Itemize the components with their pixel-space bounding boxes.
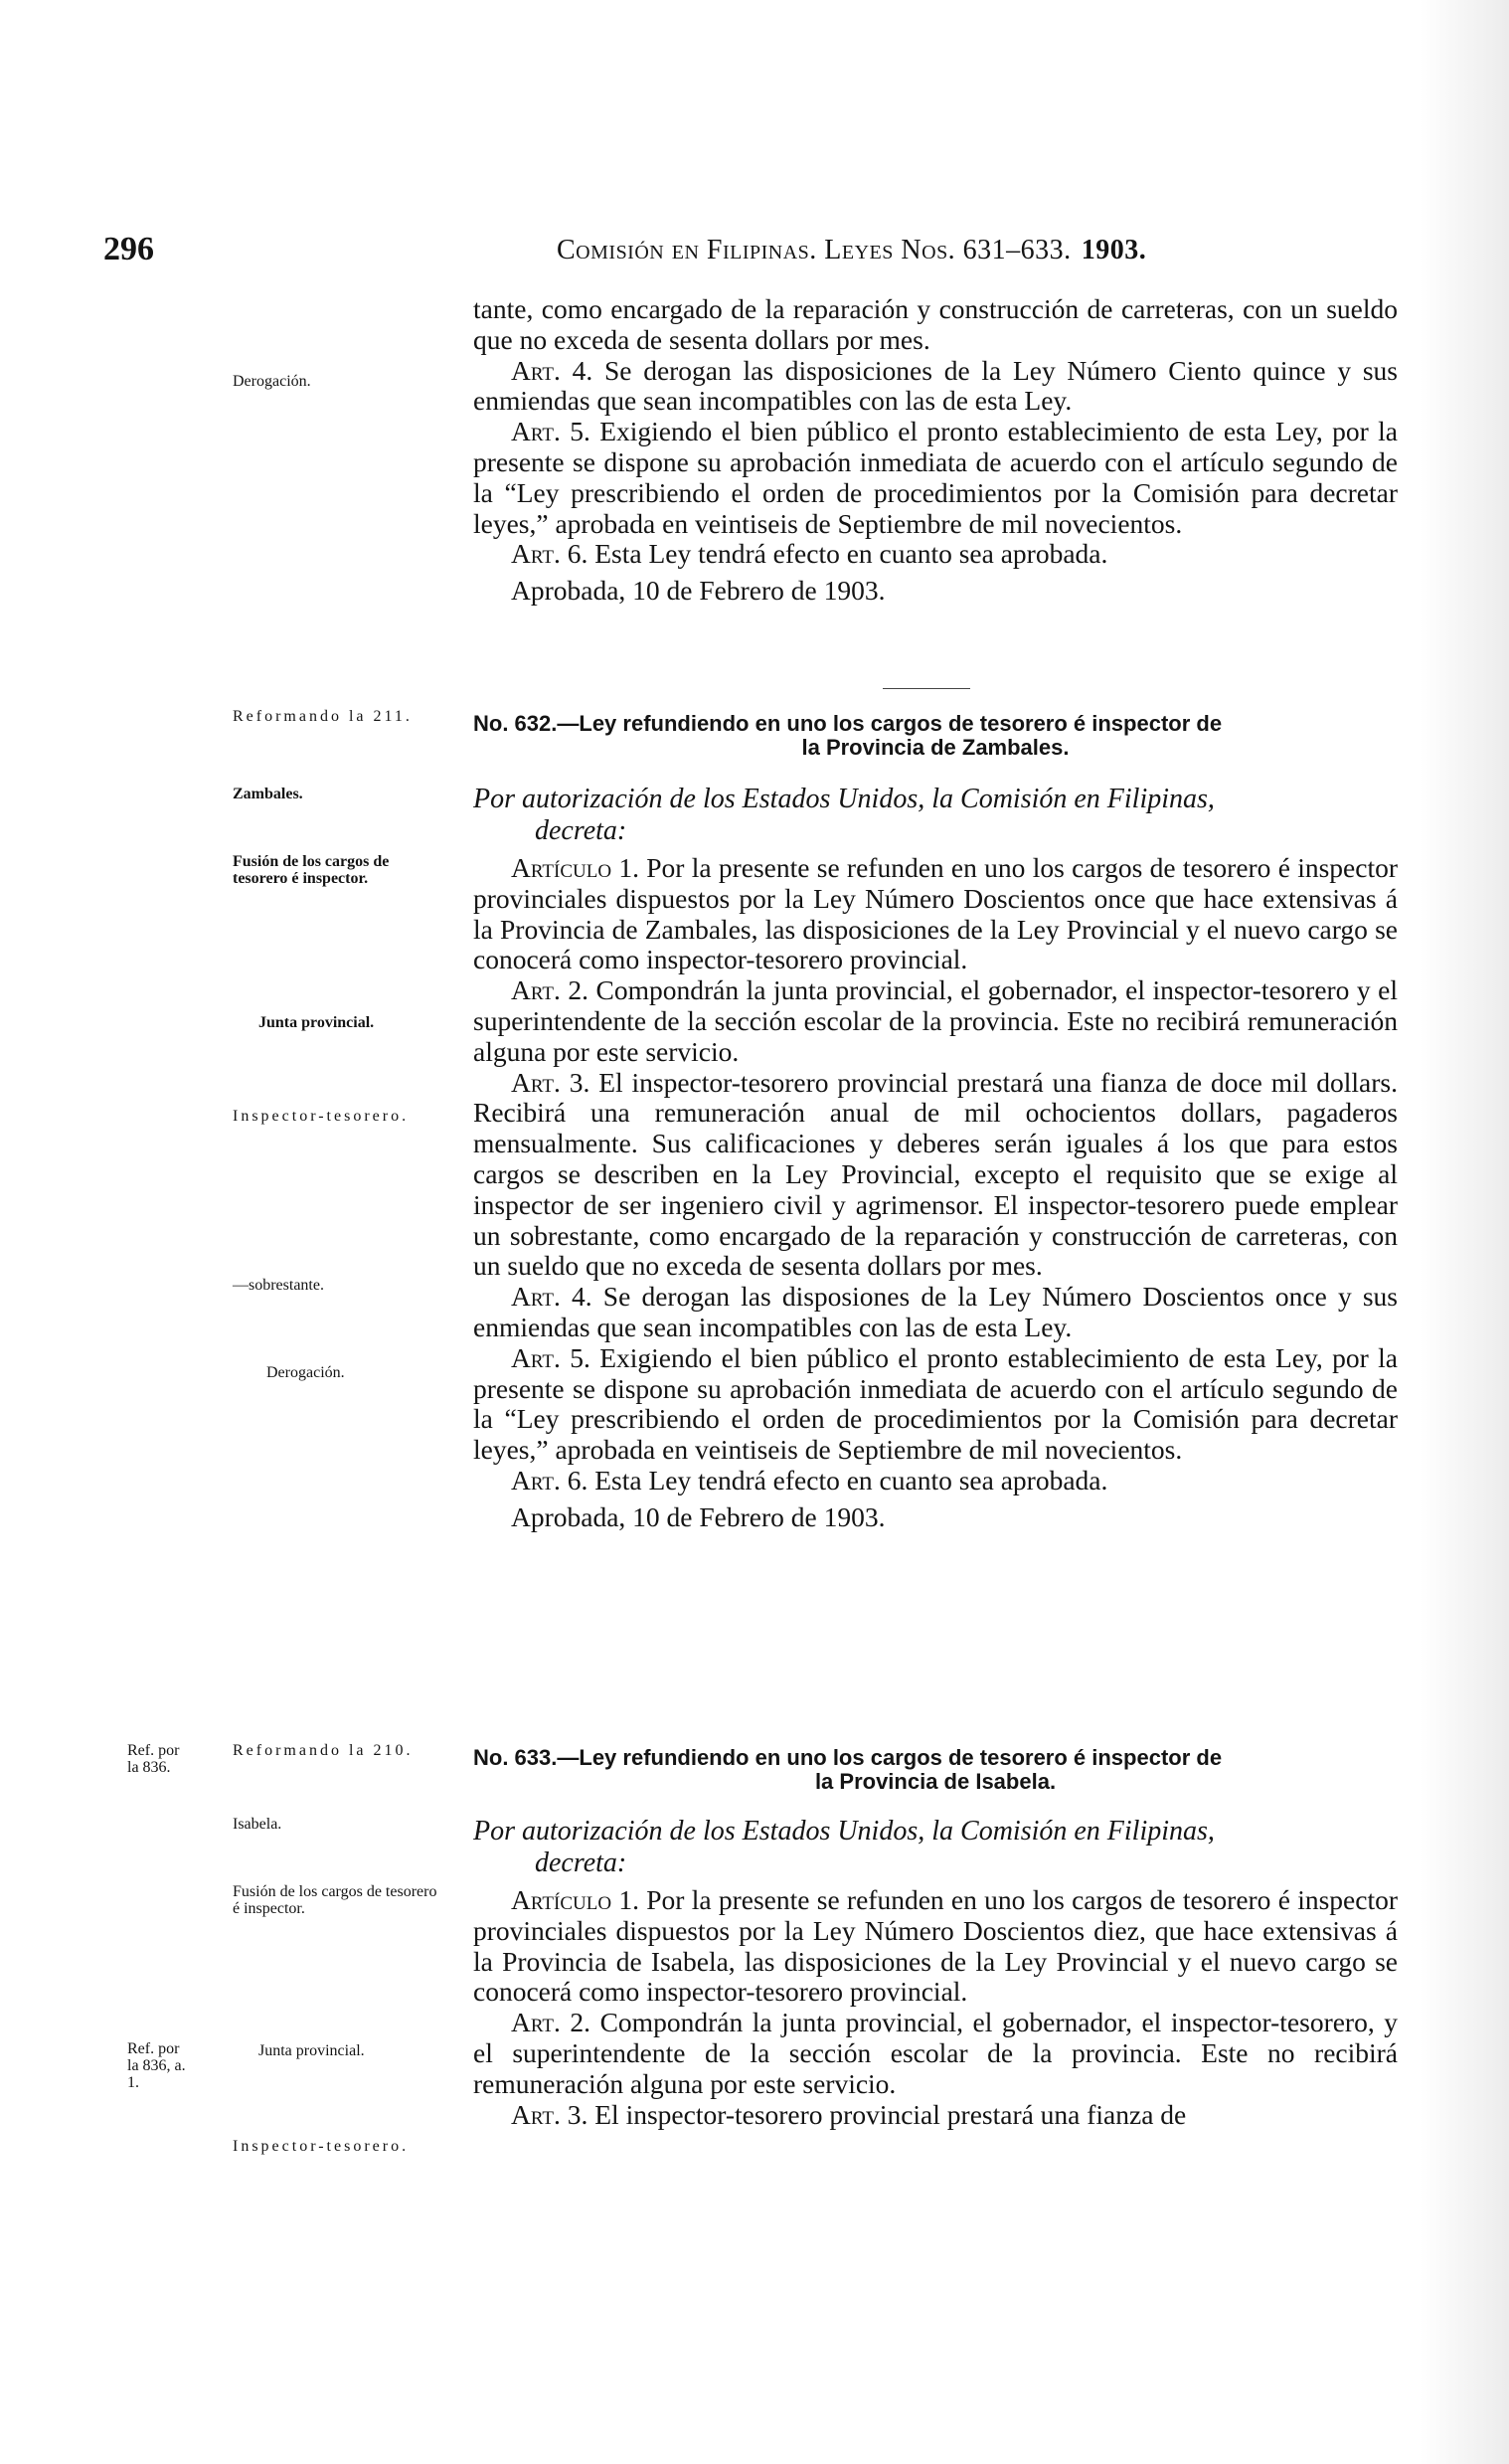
top-art5 [473,417,1398,539]
article-text: Por la presente se refunden en uno los cargos de tesorero é inspector provinciales dispuestos por la Ley Número Doscientos once que hace extensivas á la Provincia de Zambales, las disposiciones de la Ley Provincial y el nuevo cargo se conocerá como inspector-tesorero provincial. [473,852,1399,975]
act-632-body [473,853,1398,1533]
article-text: Exigiendo el bien público el pronto establecimiento de esta Ley, por la presente se dispone su aprobación inmediata de acuerdo con el artículo segundo de la “Ley prescribiendo el orden de procedimientos por la Comisión para decretar leyes,” aprobada en veintiseis de Septiembre de mil novecientos. [473,1341,1398,1466]
act-632-approved-date: Aprobada, 10 de Febrero de 1903. [511,1500,886,1532]
act-632-art2 [473,975,1398,1067]
article-text: Compondrán la junta provincial, el gobernador, el inspector-tesorero y el superintendente de la sección escolar de la provincia. Este no recibirá remuneración alguna por este servicio. [473,974,1399,1067]
article-label: Art. 5. [511,1341,590,1373]
article-text: Compondrán la junta provincial, el gobernador, el inspector-tesorero, y el superintendente de la sección escolar de la provincia. Este no recibirá remuneración alguna por este servicio. [473,2007,1399,2099]
margin-note-derogacion-top: Derogación. [233,373,311,390]
running-head-title: Comisión en Filipinas. Leyes Nos. 631–633. [557,235,1072,265]
margin-note-junta-633: Junta provincial. [258,2042,365,2059]
margin-note-ref-836: Ref. por la 836. [127,1742,180,1776]
margin-note-derogacion-632: Derogación. [266,1364,345,1381]
article-label: Art. 5. [511,416,590,447]
margin-note-fusion-633: Fusión de los cargos de tesorero é inspector. [233,1883,437,1917]
act-632-art3 [473,1068,1398,1283]
act-633-art1 [473,1885,1398,2008]
act-632-title-line2: la Provincia de Zambales. [801,735,1070,760]
top-section-text [473,294,1398,607]
running-head-year: 1903. [1081,235,1147,265]
act-632-enacting-clause [473,784,1398,847]
margin-note-reformando-211: Reformando la 211. [233,708,413,725]
article-text: Se derogan las disposiciones de la Ley Número Ciento quince y sus enmiendas que sean incompatibles con las de esta Ley. [473,354,1399,417]
margin-note-reformando-210: Reformando la 210. [233,1742,414,1759]
act-633-enacting-clause [473,1816,1398,1879]
article-label: Art. 2. [511,974,588,1006]
margin-note-inspector-633: Inspector-tesorero. [233,2138,410,2155]
article-label: Art. 3. [511,2098,588,2130]
act-633-body [473,1885,1398,2130]
article-text: Se derogan las disposiones de la Ley Número Doscientos once y sus enmiendas que sean incompatibles con las de esta Ley. [473,1281,1399,1342]
margin-note-sobrestante: —sobrestante. [233,1277,324,1294]
act-633-art3 [473,2100,1398,2131]
article-label: Art. 6. [511,1464,588,1496]
article-label: Art. 3. [511,1066,590,1098]
act-633-art2 [473,2008,1398,2099]
act-632-art1 [473,853,1398,975]
act-633-title-line1: —Ley refundiendo en uno los cargos de tesorero é inspector de [557,1745,1223,1770]
act-632-art5 [473,1343,1398,1466]
page-number: 296 [103,231,154,267]
act-632-heading [473,712,1398,760]
enacting-line1: Por autorización de los Estados Unidos, la Comisión en Filipinas, [473,1816,1215,1847]
section-divider [883,688,970,689]
article-label: Artículo 1. [511,852,639,883]
margin-note-ref-836-a1: Ref. por la 836, a. 1. [127,2040,186,2091]
margin-note-zambales: Zambales. [233,786,303,802]
margin-note-isabela: Isabela. [233,1816,282,1833]
article-text: Exigiendo el bien público el pronto establecimiento de esta Ley, por la presente se dispone su aprobación inmediata de acuerdo con el artículo segundo de la “Ley prescribiendo el orden de procedimientos por la Comisión para decretar leyes,” aprobada en veintiseis de Septiembre de mil novecientos. [473,416,1398,539]
enacting-line2: decreta: [535,1848,627,1878]
continuation-paragraph: tante, como encargado de la reparación y construcción de carreteras, con un sueldo que no exceda de sesenta dollars por mes. [473,293,1398,355]
margin-note-inspector-632: Inspector-tesorero. [233,1108,410,1125]
act-632-title-line1: —Ley refundiendo en uno los cargos de tesorero é inspector de [557,711,1223,736]
act-632-art4 [473,1282,1398,1343]
act-633-title-line2: la Provincia de Isabela. [814,1769,1057,1794]
page-header [0,231,1509,270]
article-label: Art. 4. [511,354,593,386]
article-label: Art. 4. [511,1281,592,1313]
margin-note-junta-632: Junta provincial. [258,1014,375,1031]
act-632-number: No. 632. [473,711,558,736]
article-text: El inspector-tesorero provincial prestará una fianza de doce mil dollars. Recibirá una remuneración anual de mil ochocientos dollars, pagaderos mensualmente. Sus calificaciones y deberes serán iguales á los que para estos cargos se describen en la Ley Provincial, excepto el requisito que se exige al inspector de ser ingeniero civil y agrimensor. El inspector-tesorero puede emplear un sobrestante, como encargado de la reparación y construcción de carreteras, con un sueldo que no exceda de sesenta dollars por mes. [473,1066,1398,1282]
act-633-heading [473,1746,1398,1794]
enacting-line1: Por autorización de los Estados Unidos, la Comisión en Filipinas, [473,784,1215,814]
article-label: Art. 2. [511,2007,591,2038]
act-633-number: No. 633. [473,1745,558,1770]
top-art4 [473,356,1398,418]
article-label: Artículo 1. [511,1884,639,1915]
article-text: Esta Ley tendrá efecto en cuanto sea aprobada. [594,538,1108,570]
article-text: Esta Ley tendrá efecto en cuanto sea aprobada. [594,1464,1108,1496]
article-text: Por la presente se refunden en uno los cargos de tesorero é inspector provinciales dispuestos por la Ley Número Doscientos diez, que hace extensivas á la Provincia de Isabela, las disposiciones de la Ley Provincial y el nuevo cargo se conocerá como inspector-tesorero provincial. [473,1884,1399,2008]
act-632-art6 [473,1466,1398,1496]
top-art6 [473,539,1398,570]
article-label: Art. 6. [511,538,588,570]
running-head [557,235,1146,266]
enacting-line2: decreta: [535,815,627,846]
top-approved-date: Aprobada, 10 de Febrero de 1903. [511,575,886,607]
article-text: El inspector-tesorero provincial prestará una fianza de [594,2098,1187,2130]
margin-note-fusion-632: Fusión de los cargos de tesorero é inspector. [233,853,390,887]
